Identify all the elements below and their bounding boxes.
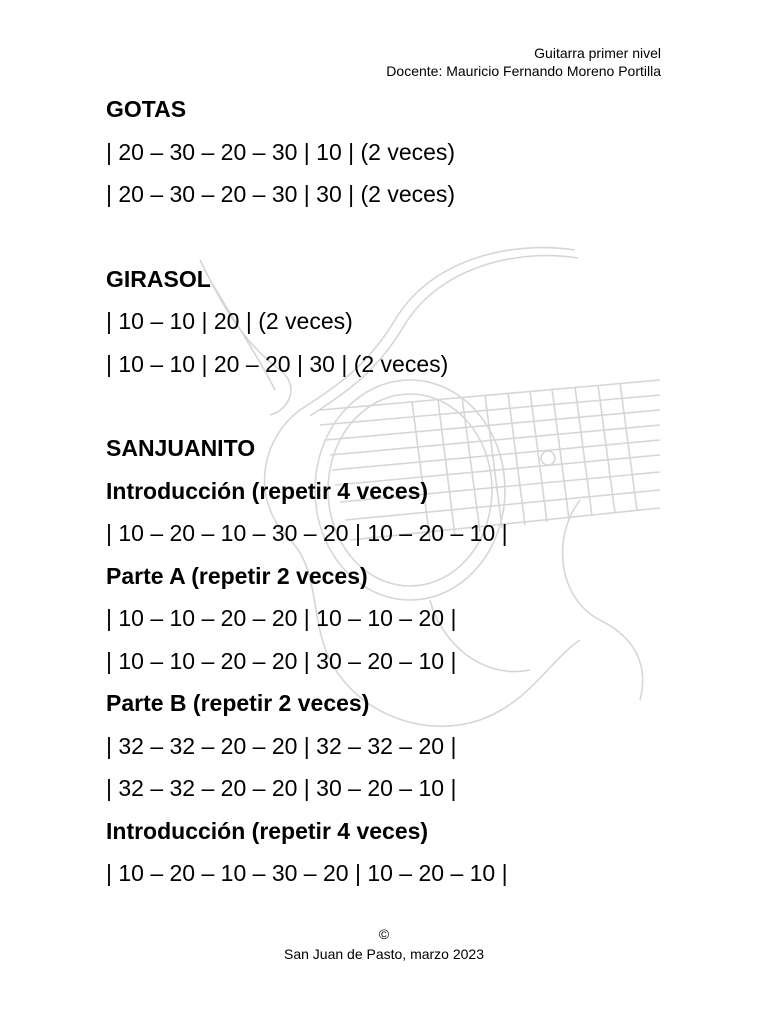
page-footer — [0, 924, 768, 964]
rhythm-line: | 32 – 32 – 20 – 20 | 32 – 32 – 20 | — [106, 732, 457, 759]
section-heading: Parte A (repetir 2 veces) — [106, 562, 368, 589]
teacher-name: Docente: Mauricio Fernando Moreno Portilla — [386, 63, 661, 79]
document-body — [106, 88, 706, 895]
section-heading: Parte B (repetir 2 veces) — [106, 690, 370, 716]
rhythm-line: | 10 – 10 | 20 – 20 | 30 | (2 veces) — [106, 350, 449, 377]
section-heading: Introducción (repetir 4 veces) — [106, 817, 429, 844]
rhythm-line: | 10 – 20 – 10 – 30 – 20 | 10 – 20 – 10 | — [106, 860, 508, 886]
rhythm-line: | 10 – 10 – 20 – 20 | 10 – 10 – 20 | — [106, 605, 457, 631]
song-title-gotas: GOTAS — [106, 96, 187, 122]
copyright-symbol: © — [378, 926, 390, 942]
rhythm-line: | 20 – 30 – 20 – 30 | 30 | (2 veces) — [106, 181, 456, 207]
rhythm-line: | 10 – 10 – 20 – 20 | 30 – 20 – 10 | — [106, 647, 457, 674]
page-header — [386, 44, 661, 80]
place-date: San Juan de Pasto, marzo 2023 — [283, 946, 485, 962]
course-name: Guitarra primer nivel — [534, 45, 661, 61]
song-title-sanjuanito: SANJUANITO — [106, 435, 256, 461]
rhythm-line: | 32 – 32 – 20 – 20 | 30 – 20 – 10 | — [106, 775, 457, 801]
section-heading: Introducción (repetir 4 veces) — [106, 477, 429, 504]
rhythm-line: | 20 – 30 – 20 – 30 | 10 | (2 veces) — [106, 138, 456, 165]
rhythm-line: | 10 – 20 – 10 – 30 – 20 | 10 – 20 – 10 | — [106, 520, 508, 546]
rhythm-line: | 10 – 10 | 20 | (2 veces) — [106, 308, 353, 334]
song-title-girasol: GIRASOL — [106, 265, 211, 292]
